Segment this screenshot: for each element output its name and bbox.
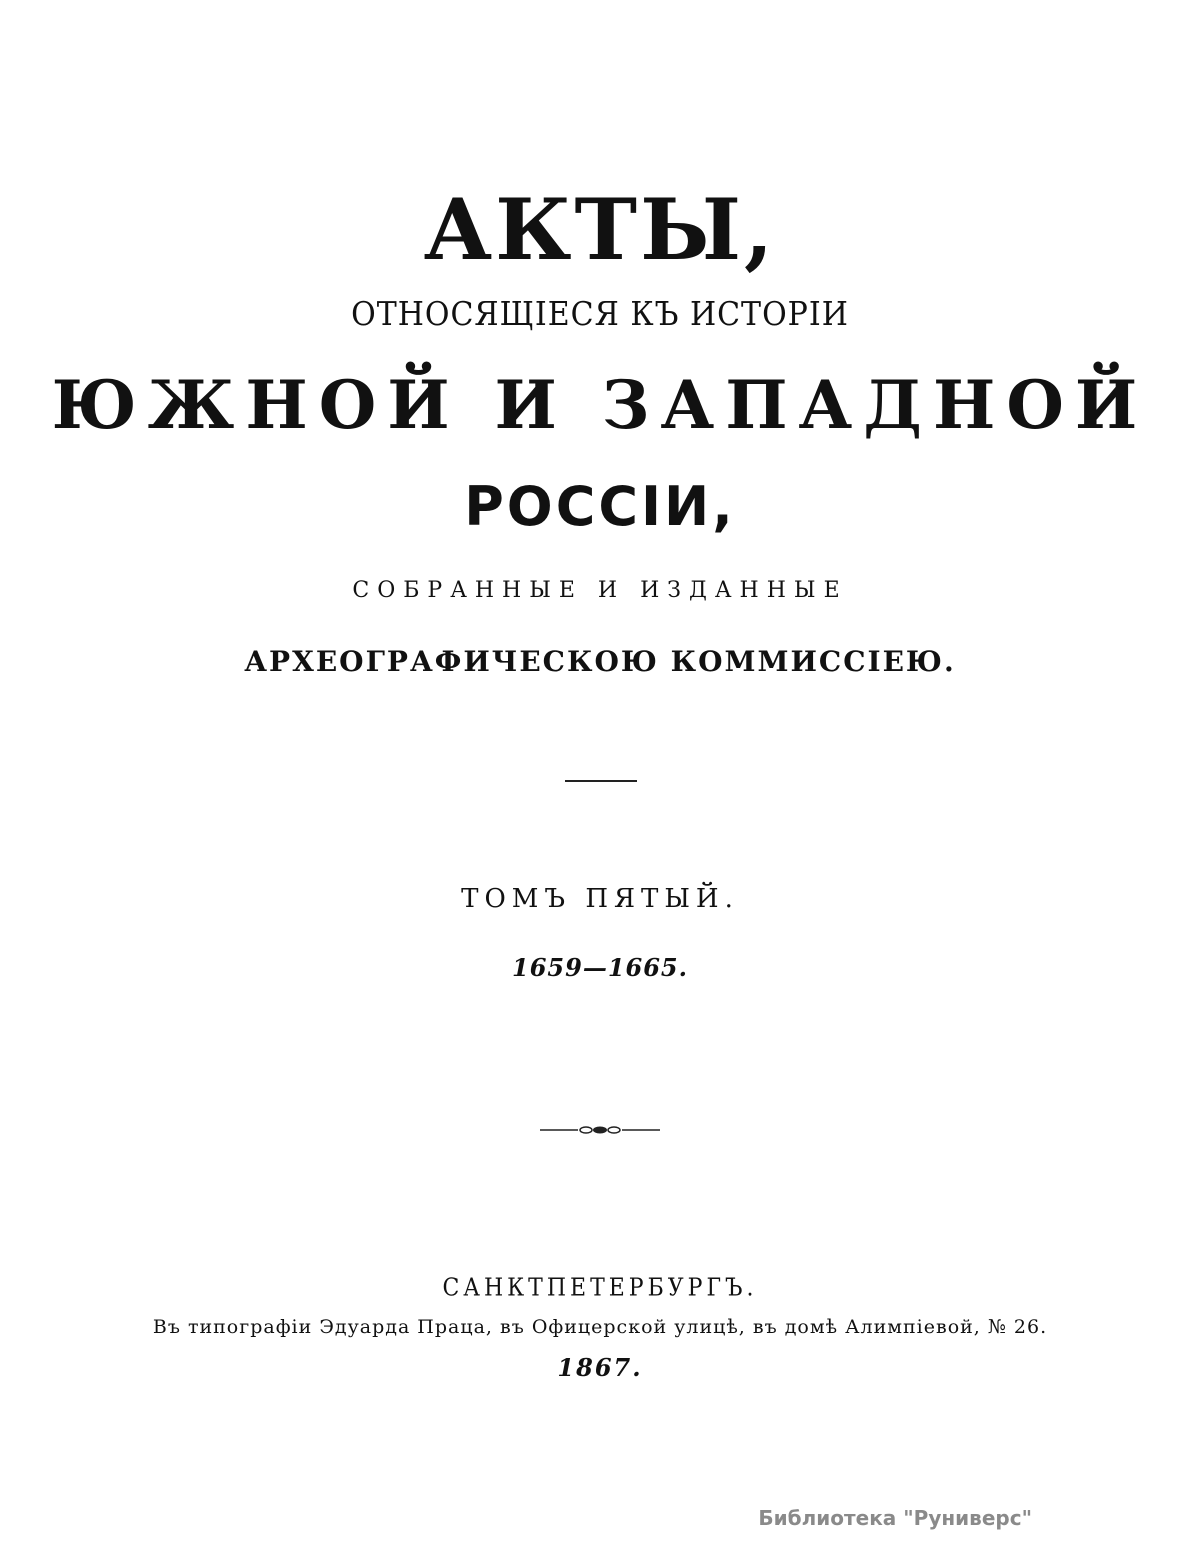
subtitle-line-2: ЮЖНОЙ И ЗАПАДНОЙ: [51, 366, 1149, 444]
ornament-divider: [540, 1120, 660, 1140]
imprint-year: 1867.: [557, 1353, 643, 1382]
commission-line: АРХЕОГРАФИЧЕСКОЮ КОММИССIЕЮ.: [244, 645, 956, 678]
page-title: АКТЫ,: [423, 180, 777, 279]
subtitle-line-3: РОССIИ,: [464, 475, 736, 538]
collected-line: СОБРАННЫЕ И ИЗДАННЫЕ: [352, 578, 848, 603]
library-watermark: Библиотека "Руниверс": [758, 1506, 1032, 1530]
volume-label: ТОМЪ ПЯТЫЙ.: [461, 884, 739, 914]
imprint-city: САНКТПЕТЕРБУРГЪ.: [442, 1274, 758, 1303]
imprint-printer: Въ типографiи Эдуарда Праца, въ Офицерской улицѣ, въ домѣ Алимпiевой, № 26.: [152, 1316, 1048, 1338]
years-covered: 1659—1665.: [512, 953, 688, 982]
divider-rule: [565, 780, 637, 782]
subtitle-line-1: ОТНОСЯЩIЕСЯ КЪ ИСТОРIИ: [351, 295, 849, 334]
